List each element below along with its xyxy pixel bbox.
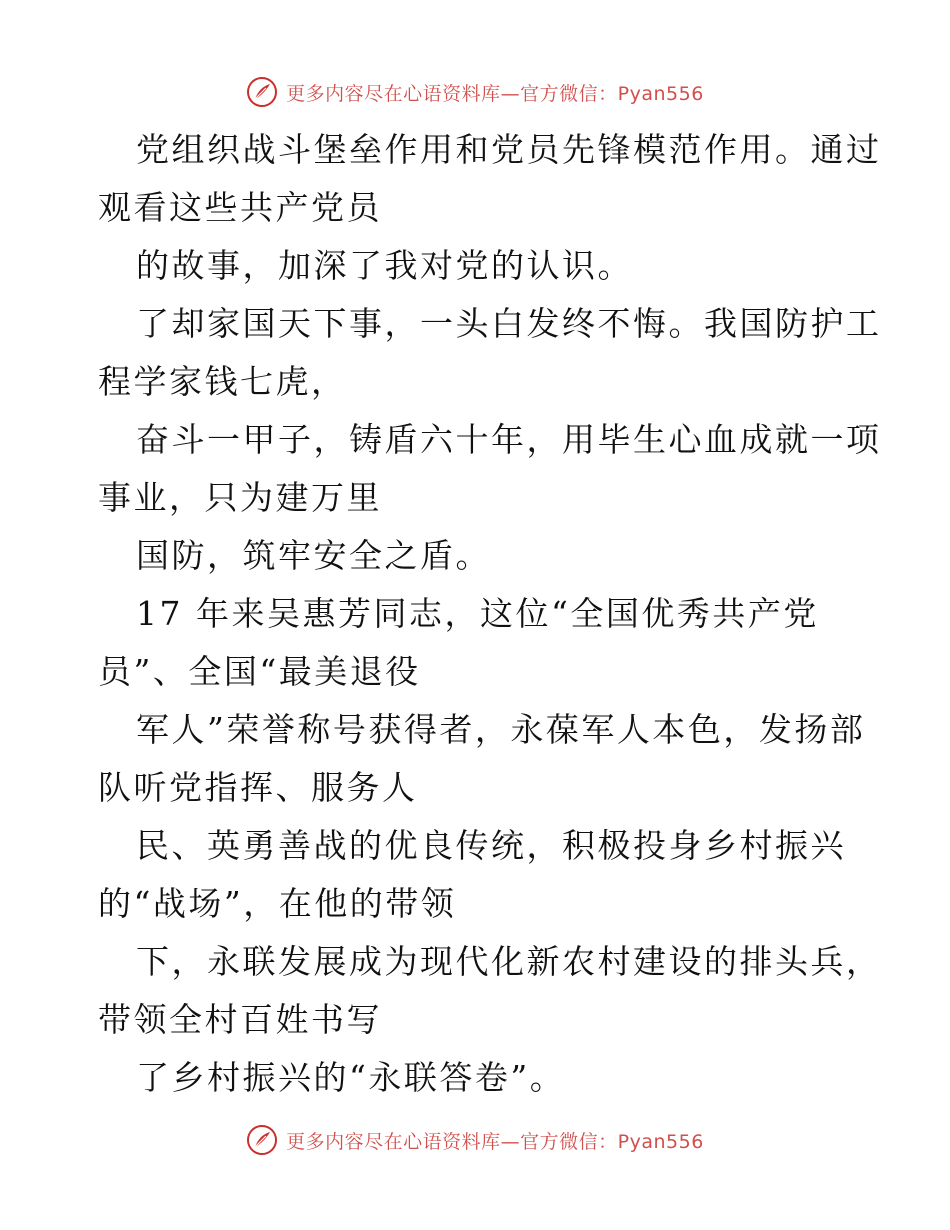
body-line: 了乡村振兴的“永联答卷”。 <box>136 1058 566 1097</box>
body-line: 军人”荣誉称号获得者，永葆军人本色，发扬部 <box>136 710 866 749</box>
feather-pen-logo-icon <box>246 76 278 108</box>
body-line: 下，永联发展成为现代化新农村建设的排头兵， <box>136 942 882 981</box>
body-line: 国防，筑牢安全之盾。 <box>136 536 491 575</box>
body-line: 党组织战斗堡垒作用和党员先锋模范作用。通过 <box>136 130 882 169</box>
body-line: 员”、全国“最美退役 <box>98 652 421 691</box>
body-line: 了却家国天下事，一头白发终不悔。我国防护工 <box>136 304 882 343</box>
body-line: 事业，只为建万里 <box>98 478 382 517</box>
body-line: 的“战场”，在他的带领 <box>98 884 457 923</box>
footer-watermark-text: 更多内容尽在心语资料库—官方微信：Pyan556 <box>286 1130 704 1153</box>
body-line: 的故事，加深了我对党的认识。 <box>136 246 633 285</box>
body-line: 队听党指挥、服务人 <box>98 768 418 807</box>
body-line: 民、英勇善战的优良传统，积极投身乡村振兴 <box>136 826 846 865</box>
feather-pen-logo-icon <box>246 1124 278 1156</box>
body-line: 程学家钱七虎， <box>98 362 347 401</box>
header-watermark <box>0 72 950 112</box>
footer-watermark <box>0 1120 950 1160</box>
body-line: 观看这些共产党员 <box>98 188 382 227</box>
body-line: 奋斗一甲子，铸盾六十年，用毕生心血成就一项 <box>136 420 882 459</box>
body-line: 带领全村百姓书写 <box>98 1000 382 1039</box>
body-line: 17 年来吴惠芳同志，这位“全国优秀共产党 <box>136 594 819 633</box>
header-watermark-text: 更多内容尽在心语资料库—官方微信：Pyan556 <box>286 82 704 105</box>
